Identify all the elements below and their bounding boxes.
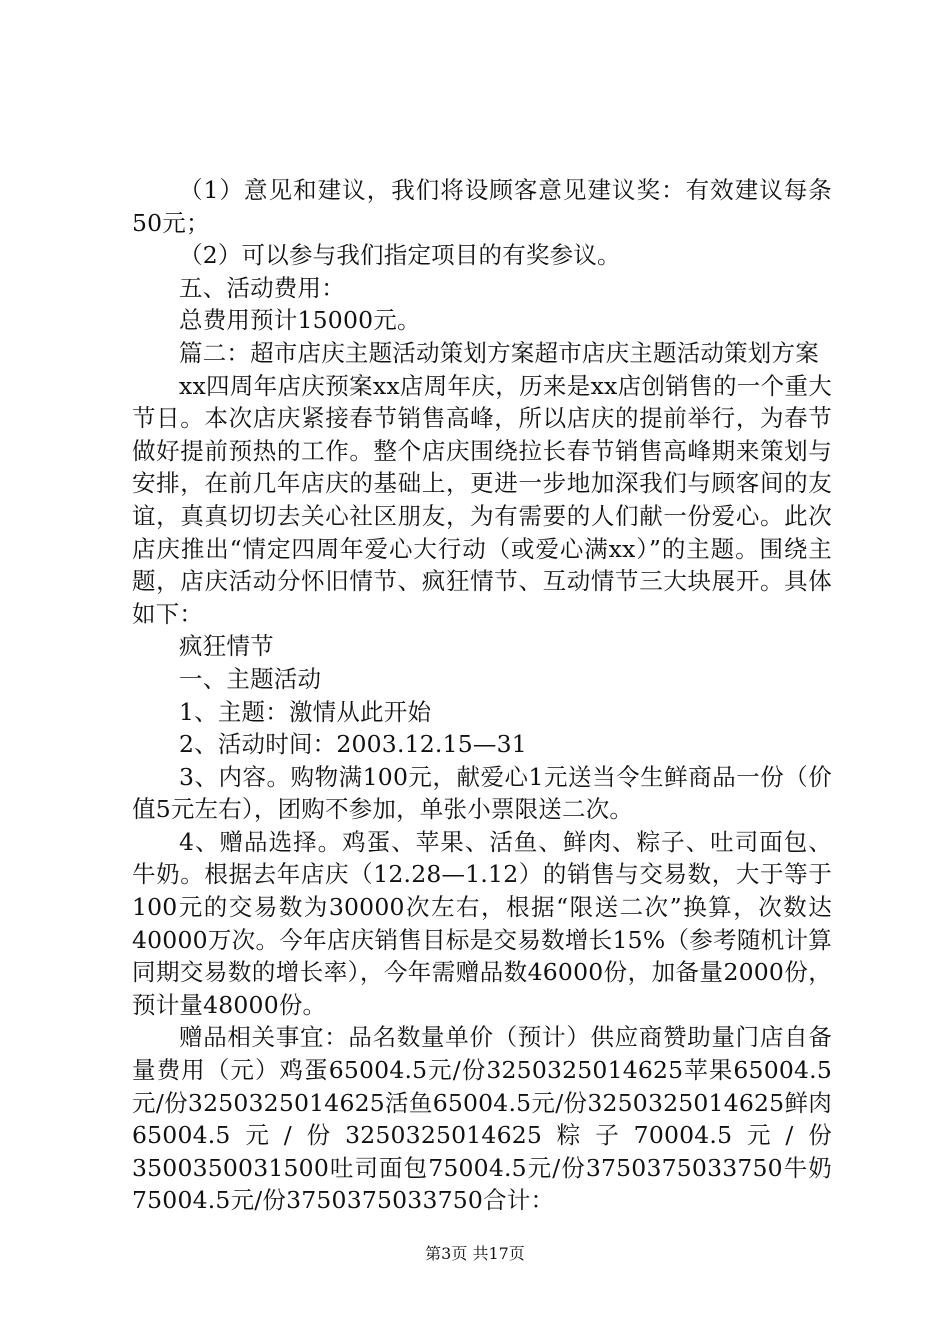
section-heading-cost: 五、活动费用： — [179, 273, 345, 302]
list-item-theme: 1、主题：激情从此开始 — [179, 697, 432, 726]
list-item-time: 2、活动时间：2003.12.15—31 — [179, 730, 527, 759]
paragraph-gift-details: 赠品相关事宜：品名数量单价（预计）供应商赞助量门店自备量费用（元）鸡蛋65004.5元/份3250325014625苹果65004.5元/份3250325014625活鱼65004.5元/份3250325014625鲜肉65004.5元/份3250325014625粽子70004.5元/份3500350031500吐司面包75004.5元/份3750375033750牛奶75004.5元/份3750375033750合计： — [132, 1023, 832, 1215]
section-heading-crazy: 疯狂情节 — [179, 632, 274, 661]
paragraph-intro: xx四周年店庆预案xx店周年庆，历来是xx店创销售的一个重大节日。本次店庆紧接春节销售高峰，所以店庆的提前举行，为春节做好提前预热的工作。整个店庆围绕拉长春节销售高峰期来策划与安排，在前几年店庆的基础上，更进一步地加深我们与顾客间的友谊，真真切切去关心社区朋友，为有需要的人们献一份爱心。此次店庆推出“情定四周年爱心大行动（或爱心满xx）”的主题。围绕主题，店庆活动分怀旧情节、疯狂情节、互动情节三大块展开。具体如下： — [132, 371, 832, 628]
list-item-content: 3、内容。购物满100元，献爱心1元送当令生鲜商品一份（价值5元左右），团购不参加，单张小票限送二次。 — [132, 762, 832, 824]
paragraph-participation: （2）可以参与我们指定项目的有奖参议。 — [179, 241, 621, 270]
paragraph-suggestions: （1）意见和建议，我们将设顾客意见建议奖：有效建议每条50元； — [132, 176, 832, 237]
article-title: 篇二：超市店庆主题活动策划方案超市店庆主题活动策划方案 — [179, 338, 819, 367]
section-heading-theme-activity: 一、主题活动 — [179, 664, 322, 693]
page-footer: 第3页 共17页 — [425, 1244, 525, 1263]
paragraph-total-cost: 总费用预计15000元。 — [179, 306, 421, 335]
list-item-gift-selection: 4、赠品选择。鸡蛋、苹果、活鱼、鲜肉、粽子、吐司面包、牛奶。根据去年店庆（12.28—1.12）的销售与交易数，大于等于100元的交易数为30000次左右，根据“限送二次”换算，次数达40000万次。今年店庆销售目标是交易数增长15%（参考随机计算同期交易数的增长率），今年需赠品数46000份，加备量2000份，预计量48000份。 — [132, 827, 832, 1019]
document-body — [132, 174, 832, 1217]
